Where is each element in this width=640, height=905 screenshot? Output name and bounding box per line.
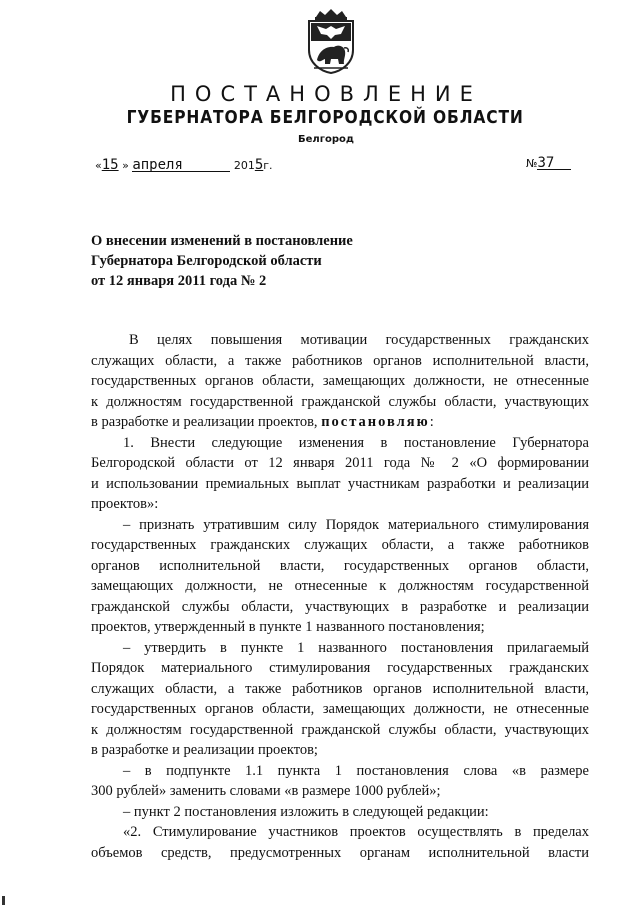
body-line: органов исполнительной власти, государственных органов области,	[91, 557, 589, 574]
body-line: – утвердить в пункте 1 названного постановления прилагаемый	[123, 639, 589, 656]
body-line: Порядок материального стимулирования государственных гражданских	[91, 660, 589, 676]
document-subject	[91, 231, 353, 291]
body-line: Белгородской области от 12 января 2011 года № 2 «О формировании	[91, 455, 589, 471]
body-line: и использовании премиальных выплат участникам разработки и реализации	[91, 475, 589, 492]
document-body	[91, 330, 589, 863]
body-line: служащих области, а также работников органов исполнительной власти,	[91, 352, 589, 369]
number-value: 37	[537, 157, 571, 170]
body-line: к должностям государственной гражданской службы области, участвующих	[91, 393, 589, 410]
body-line: в разработке и реализации проектов;	[91, 742, 318, 758]
body-line: 300 рублей» заменить словами «в размере 1000 рублей»;	[91, 783, 441, 799]
body-line: – в подпункте 1.1 пункта 1 постановления слова «в размере	[123, 762, 589, 779]
document-type-title: ПОСТАНОВЛЕНИЕ	[170, 82, 482, 106]
subject-line: Губернатора Белгородской области	[91, 253, 322, 269]
body-line: «2. Стимулирование участников проектов осуществлять в пределах	[123, 824, 589, 840]
body-line: государственных органов области, замещающих должности, не отнесенные	[91, 701, 589, 717]
date-month: апреля	[132, 159, 230, 172]
body-line: объемов средств, предусмотренных органам исполнительной власти	[91, 844, 589, 861]
body-line: – признать утратившим силу Порядок материального стимулирования	[123, 516, 589, 533]
issuing-authority-title: ГУБЕРНАТОРА БЕЛГОРОДСКОЙ ОБЛАСТИ	[126, 107, 524, 128]
body-line: 1. Внести следующие изменения в постановление Губернатора	[123, 434, 589, 451]
resolution-colon: :	[429, 414, 434, 430]
body-line: гражданской службы области, участвующих в разработке и реализации	[91, 598, 589, 615]
body-line: замещающих должности, не отнесенные к должностям государственной	[91, 578, 589, 594]
subject-line: О внесении изменений в постановление	[91, 233, 353, 249]
date-year-suffix: г.	[263, 159, 273, 172]
scan-artifact	[2, 896, 5, 905]
body-line: к должностям государственной гражданской службы области, участвующих	[91, 721, 589, 738]
body-line: – пункт 2 постановления изложить в следующей редакции:	[123, 803, 489, 820]
body-line: проектов, утвержденный в пункте 1 названного постановления;	[91, 619, 485, 635]
body-line	[91, 412, 589, 433]
body-line: служащих области, а также работников органов исполнительной власти,	[91, 680, 589, 697]
date-day: 15	[101, 157, 119, 173]
number-label: №	[526, 157, 538, 170]
date-year-digit: 5	[254, 157, 264, 173]
document-number	[526, 157, 571, 170]
date-open-quote: «	[95, 159, 102, 172]
resolution-keyword: постановляю	[321, 414, 430, 430]
body-line: В целях повышения мотивации государственных гражданских	[129, 332, 589, 348]
document-date	[95, 157, 273, 173]
date-year-prefix: 201	[233, 159, 255, 172]
body-line: государственных органов области, замещающих должности, не отнесенные	[91, 373, 589, 389]
body-line: проектов»:	[91, 496, 159, 512]
belgorod-coat-of-arms-emblem	[300, 8, 362, 74]
body-line: государственных гражданских служащих области, а также работников	[91, 537, 589, 553]
body-line-text: в разработке и реализации проектов,	[91, 414, 318, 430]
subject-line: от 12 января 2011 года № 2	[91, 273, 267, 289]
date-close-quote: »	[122, 159, 129, 172]
city-label: Белгород	[298, 134, 354, 145]
